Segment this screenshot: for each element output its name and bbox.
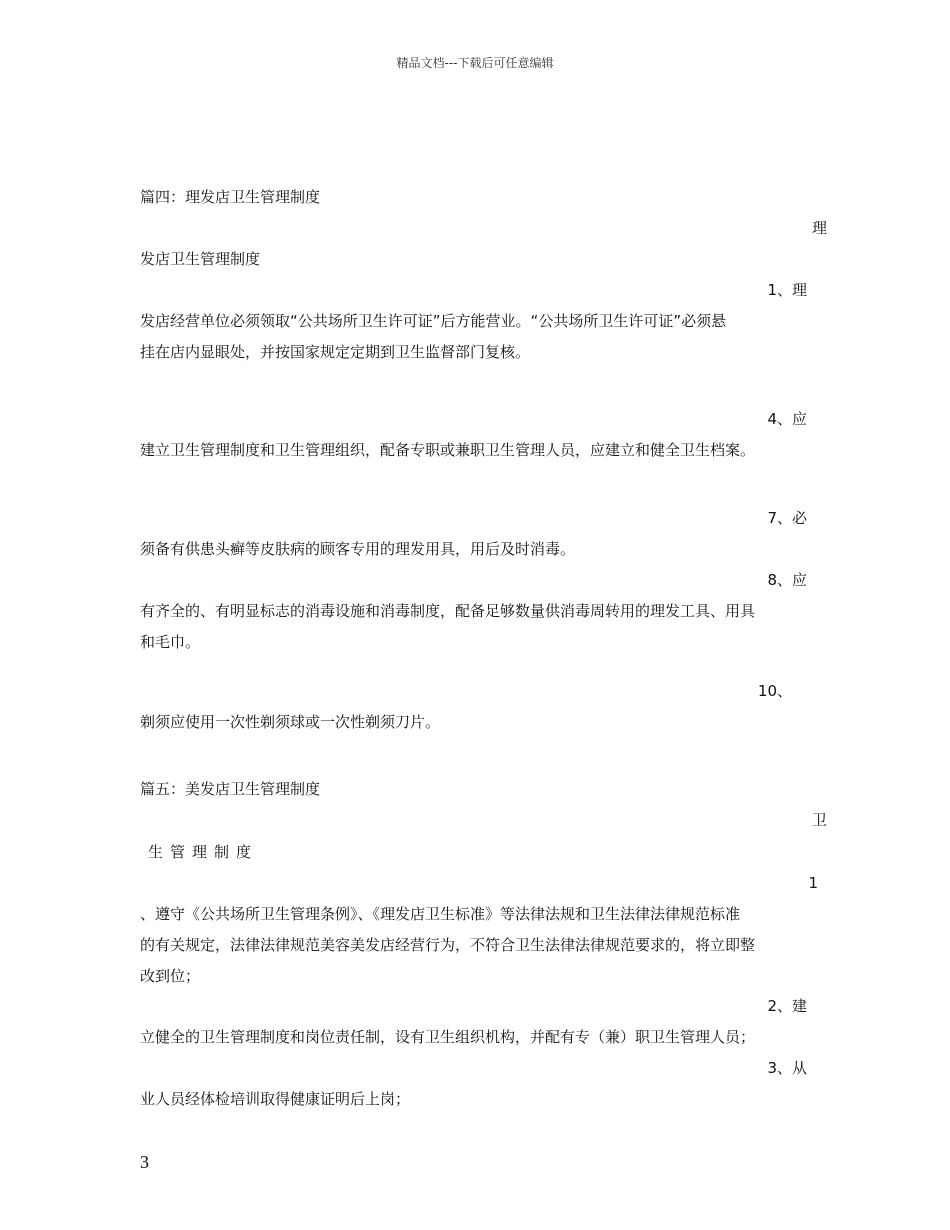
item-number: 2、建 bbox=[767, 997, 807, 1015]
text-line: 改到位； bbox=[140, 967, 201, 985]
text-line: 和毛巾。 bbox=[140, 633, 201, 651]
text-line: 的有关规定，法律法律规范美容美发店经营行为，不符合卫生法律法律规范要求的，将立即整 bbox=[140, 936, 756, 954]
text-line: 生管理制度 bbox=[148, 843, 259, 861]
text-line: 发店卫生管理制度 bbox=[140, 250, 261, 268]
item-number: 8、应 bbox=[767, 571, 807, 589]
text-line: 理 bbox=[811, 219, 827, 237]
text-line: 发店经营单位必须领取“公共场所卫生许可证”后方能营业。“公共场所卫生许可证”必须悬 bbox=[140, 312, 727, 330]
item-number: 3、从 bbox=[767, 1059, 807, 1077]
text-line: 有齐全的、有明显标志的消毒设施和消毒制度，配备足够数量供消毒周转用的理发工具、用具 bbox=[140, 602, 756, 620]
section-title-4: 篇四：理发店卫生管理制度 bbox=[140, 188, 321, 206]
text-line: 立健全的卫生管理制度和岗位责任制，设有卫生组织机构，并配有专（兼）职卫生管理人员； bbox=[140, 1028, 756, 1046]
item-number: 7、必 bbox=[767, 509, 807, 527]
text-line: 业人员经体检培训取得健康证明后上岗； bbox=[140, 1090, 411, 1108]
text-line: 、遵守《公共场所卫生管理条例》、《理发店卫生标准》等法律法规和卫生法律法律规范标准 bbox=[140, 905, 741, 923]
item-number: 1 bbox=[808, 874, 818, 892]
text-line: 须备有供患头癣等皮肤病的顾客专用的理发用具，用后及时消毒。 bbox=[140, 540, 576, 558]
page-header: 精品文档---下载后可任意编辑 bbox=[396, 56, 554, 70]
page-number: 3 bbox=[140, 1152, 149, 1172]
text-line: 剃须应使用一次性剃须球或一次性剃须刀片。 bbox=[140, 713, 441, 731]
item-number: 1、理 bbox=[767, 281, 807, 299]
section-title-5: 篇五：美发店卫生管理制度 bbox=[140, 780, 321, 798]
text-line: 卫 bbox=[811, 811, 827, 829]
text-line: 挂在店内显眼处，并按国家规定定期到卫生监督部门复核。 bbox=[140, 343, 531, 361]
item-number: 4、应 bbox=[767, 410, 807, 428]
text-line: 建立卫生管理制度和卫生管理组织，配备专职或兼职卫生管理人员，应建立和健全卫生档案。 bbox=[140, 441, 756, 459]
item-number: 10、 bbox=[757, 682, 792, 700]
